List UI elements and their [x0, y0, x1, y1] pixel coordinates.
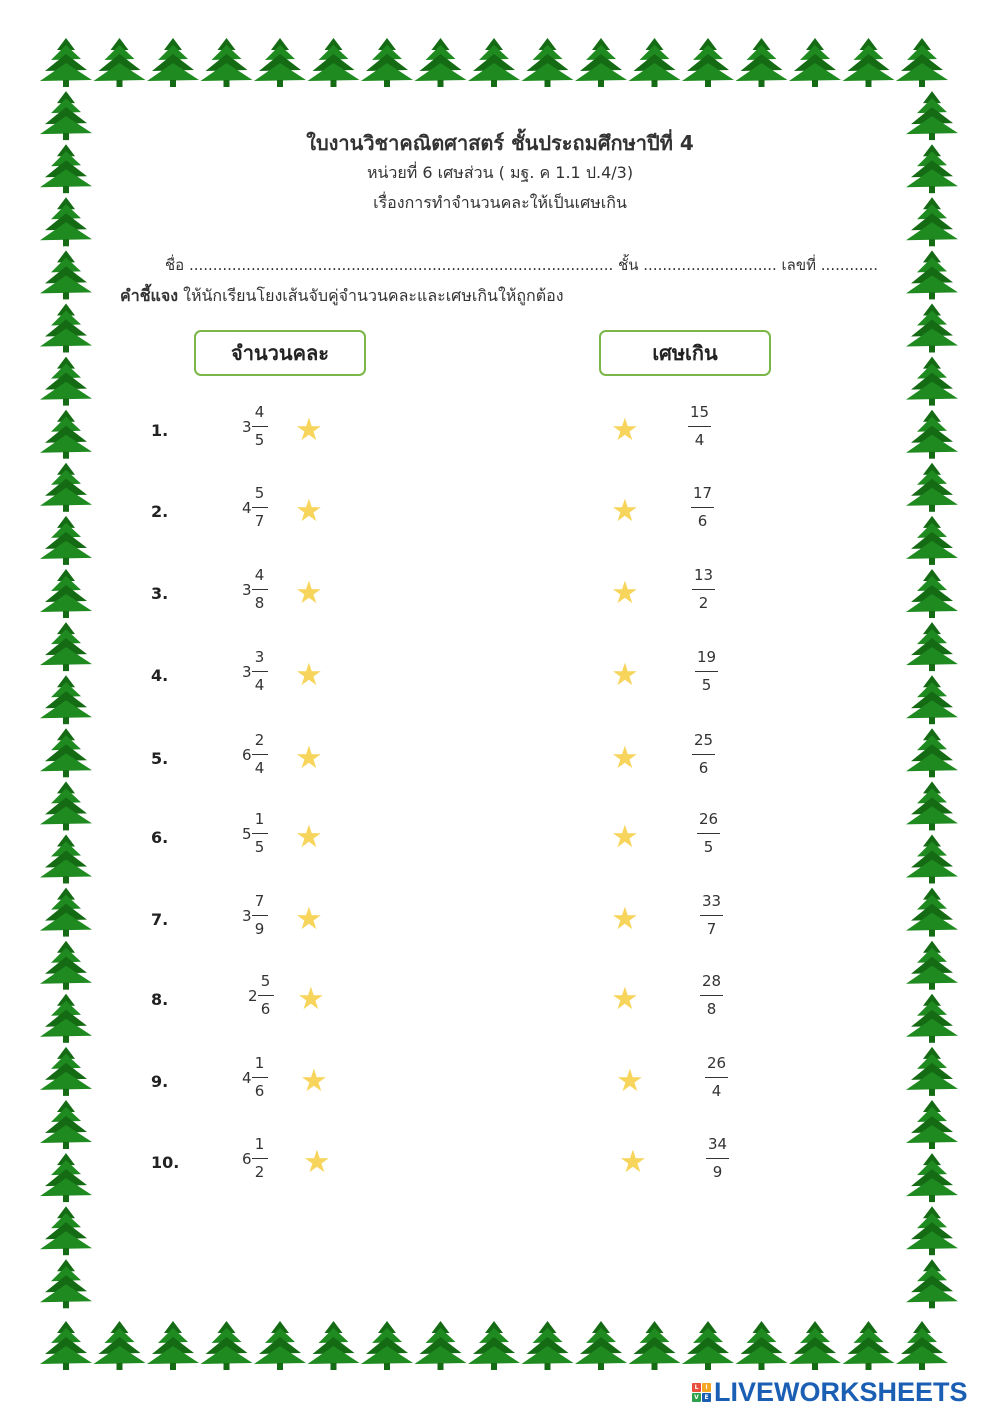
mixed-number [242, 405, 268, 448]
denominator: 5 [254, 838, 265, 856]
denominator: 5 [703, 838, 714, 856]
pine-tree-icon [201, 38, 253, 87]
numerator: 25 [694, 731, 714, 749]
pine-tree-icon [896, 38, 948, 87]
denominator: 6 [260, 1000, 271, 1018]
star-icon[interactable]: ★ [295, 412, 323, 448]
logo-grid-icon: L I V E [692, 1383, 711, 1402]
star-icon[interactable]: ★ [295, 819, 323, 855]
denominator: 7 [706, 920, 717, 938]
fraction-bar [252, 754, 268, 755]
denominator: 7 [254, 512, 265, 530]
denominator: 4 [694, 431, 705, 449]
denominator: 5 [254, 431, 265, 449]
numerator: 3 [254, 648, 265, 666]
improper-fraction [697, 812, 720, 855]
pine-tree-icon [522, 1321, 574, 1370]
pine-tree-icon [906, 1100, 958, 1149]
improper-fraction [688, 405, 711, 448]
pine-tree-icon [361, 38, 413, 87]
numerator: 17 [693, 484, 713, 502]
star-icon[interactable]: ★ [297, 981, 325, 1017]
improper-fraction [700, 894, 723, 937]
mixed-number [242, 1137, 268, 1180]
item-number: 5. [151, 749, 169, 768]
pine-tree-icon [906, 516, 958, 565]
whole-part: 3 [242, 580, 252, 599]
fraction [252, 405, 268, 448]
pine-tree-icon [40, 1259, 92, 1308]
pine-tree-icon [575, 38, 627, 87]
whole-part: 3 [242, 662, 252, 681]
numerator: 19 [697, 648, 717, 666]
pine-tree-icon [906, 410, 958, 459]
star-icon[interactable]: ★ [295, 575, 323, 611]
pine-tree-icon [575, 1321, 627, 1370]
whole-part: 6 [242, 745, 252, 764]
denominator: 9 [254, 920, 265, 938]
fraction [252, 1056, 268, 1099]
fraction-bar [697, 833, 720, 834]
numerator: 5 [260, 972, 271, 990]
denominator: 4 [254, 676, 265, 694]
pine-tree-icon [40, 304, 92, 353]
pine-tree-icon [906, 569, 958, 618]
pine-tree-icon [40, 410, 92, 459]
fraction [252, 568, 268, 611]
pine-tree-icon [906, 1206, 958, 1255]
pine-tree-icon [906, 835, 958, 884]
fraction [252, 733, 268, 776]
pine-tree-icon [40, 38, 92, 87]
fraction-bar [252, 507, 268, 508]
instruction [120, 284, 564, 309]
pine-tree-icon [40, 835, 92, 884]
pine-tree-icon [906, 728, 958, 777]
pine-tree-icon [736, 1321, 788, 1370]
pine-tree-icon [906, 357, 958, 406]
numerator: 2 [254, 731, 265, 749]
denominator: 9 [712, 1163, 723, 1181]
fraction-bar [700, 915, 723, 916]
denominator: 8 [706, 1000, 717, 1018]
pine-tree-icon [40, 250, 92, 299]
star-icon[interactable]: ★ [300, 1063, 328, 1099]
pine-tree-icon [40, 675, 92, 724]
fraction [252, 812, 268, 855]
pine-tree-icon [40, 516, 92, 565]
improper-fraction [695, 650, 718, 693]
numerator: 26 [707, 1054, 727, 1072]
numerator: 4 [254, 403, 265, 421]
denominator: 8 [254, 594, 265, 612]
fraction [252, 486, 268, 529]
pine-tree-icon [629, 38, 681, 87]
pine-tree-icon [789, 1321, 841, 1370]
pine-tree-icon [40, 781, 92, 830]
pine-tree-icon [40, 888, 92, 937]
pine-tree-icon [147, 38, 199, 87]
item-number: 2. [151, 502, 169, 521]
item-number: 10. [151, 1153, 180, 1172]
fraction-bar [692, 589, 715, 590]
fraction [258, 974, 274, 1017]
star-icon[interactable]: ★ [611, 819, 639, 855]
numerator: 15 [690, 403, 710, 421]
star-icon[interactable]: ★ [611, 981, 639, 1017]
fraction-bar [252, 589, 268, 590]
whole-part: 4 [242, 1068, 252, 1087]
pine-tree-icon [40, 1206, 92, 1255]
pine-tree-icon [308, 1321, 360, 1370]
improper-fraction [692, 568, 715, 611]
pine-tree-icon [629, 1321, 681, 1370]
fraction [252, 650, 268, 693]
pine-tree-icon [201, 1321, 253, 1370]
fraction [252, 1137, 268, 1180]
liveworksheets-logo [692, 1377, 968, 1407]
star-icon[interactable]: ★ [295, 901, 323, 937]
improper-fraction [700, 974, 723, 1017]
fraction-bar [688, 426, 711, 427]
item-number: 8. [151, 990, 169, 1009]
fraction-bar [695, 671, 718, 672]
star-icon[interactable]: ★ [611, 493, 639, 529]
whole-part: 2 [248, 986, 258, 1005]
item-number: 9. [151, 1072, 169, 1091]
denominator: 4 [711, 1082, 722, 1100]
worksheet-title: ใบงานวิชาคณิตศาสตร์ ชั้นประถมศึกษาปีที่ 4 [306, 131, 694, 155]
pine-tree-icon [906, 994, 958, 1043]
pine-tree-icon [415, 1321, 467, 1370]
numerator: 34 [708, 1135, 728, 1153]
fraction-bar [252, 1077, 268, 1078]
mixed-number [242, 733, 268, 776]
fraction-bar [252, 426, 268, 427]
fraction-bar [258, 995, 274, 996]
whole-part: 3 [242, 417, 252, 436]
numerator: 26 [699, 810, 719, 828]
star-icon[interactable]: ★ [611, 575, 639, 611]
instruction-label: คำชี้แจง [120, 286, 179, 305]
student-info-line[interactable]: ชื่อ ......................................................................................... ชั้น ............................ เลขที่ ............ [165, 256, 879, 274]
mixed-number [242, 812, 268, 855]
mixed-number-header: จำนวนคละ [194, 330, 366, 376]
pine-tree-icon [361, 1321, 413, 1370]
numerator: 28 [702, 972, 722, 990]
pine-tree-icon [736, 38, 788, 87]
item-number: 1. [151, 421, 169, 440]
improper-fraction [705, 1056, 728, 1099]
pine-tree-icon [40, 994, 92, 1043]
pine-tree-icon [906, 1259, 958, 1308]
denominator: 2 [254, 1163, 265, 1181]
improper-fraction-header: เศษเกิน [599, 330, 771, 376]
instruction-text: ให้นักเรียนโยงเส้นจับคู่จำนวนคละและเศษเกินให้ถูกต้อง [178, 286, 564, 305]
denominator: 2 [698, 594, 709, 612]
star-icon[interactable]: ★ [611, 740, 639, 776]
pine-tree-icon [147, 1321, 199, 1370]
star-icon[interactable]: ★ [303, 1144, 331, 1180]
mixed-number [248, 974, 274, 1017]
improper-fraction [691, 486, 714, 529]
fraction [252, 894, 268, 937]
fraction-bar [252, 833, 268, 834]
pine-tree-icon [40, 1153, 92, 1202]
numerator: 1 [254, 1054, 265, 1072]
pine-tree-icon [906, 622, 958, 671]
mixed-number [242, 650, 268, 693]
item-number: 6. [151, 828, 169, 847]
pine-tree-icon [94, 38, 146, 87]
pine-tree-icon [906, 781, 958, 830]
worksheet-topic: เรื่องการทำจำนวนคละให้เป็นเศษเกิน [373, 193, 627, 212]
star-icon[interactable]: ★ [295, 740, 323, 776]
pine-tree-icon [40, 569, 92, 618]
fraction-bar [692, 754, 715, 755]
numerator: 4 [254, 566, 265, 584]
item-number: 4. [151, 666, 169, 685]
pine-tree-icon [682, 1321, 734, 1370]
star-icon[interactable]: ★ [611, 412, 639, 448]
star-icon[interactable]: ★ [616, 1063, 644, 1099]
pine-tree-icon [468, 38, 520, 87]
pine-tree-icon [843, 1321, 895, 1370]
fraction-bar [252, 1158, 268, 1159]
mixed-number [242, 486, 268, 529]
pine-tree-icon [906, 941, 958, 990]
pine-tree-icon [906, 250, 958, 299]
denominator: 6 [254, 1082, 265, 1100]
pine-tree-icon [40, 463, 92, 512]
star-icon[interactable]: ★ [295, 657, 323, 693]
fraction-bar [252, 915, 268, 916]
pine-tree-icon [40, 728, 92, 777]
whole-part: 6 [242, 1149, 252, 1168]
fraction-bar [252, 671, 268, 672]
pine-tree-icon [906, 1153, 958, 1202]
whole-part: 5 [242, 824, 252, 843]
pine-tree-icon [40, 622, 92, 671]
denominator: 4 [254, 759, 265, 777]
pine-tree-icon [906, 463, 958, 512]
star-icon[interactable]: ★ [295, 493, 323, 529]
pine-tree-icon [906, 1047, 958, 1096]
pine-tree-icon [40, 1047, 92, 1096]
numerator: 1 [254, 810, 265, 828]
fraction-bar [706, 1158, 729, 1159]
pine-tree-icon [906, 888, 958, 937]
numerator: 33 [702, 892, 722, 910]
pine-tree-icon [40, 357, 92, 406]
pine-tree-icon [789, 38, 841, 87]
pine-tree-icon [682, 38, 734, 87]
pine-tree-icon [468, 1321, 520, 1370]
fraction-bar [700, 995, 723, 996]
worksheet-unit: หน่วยที่ 6 เศษส่วน ( มฐ. ค 1.1 ป.4/3) [366, 163, 634, 182]
improper-fraction [692, 733, 715, 776]
whole-part: 3 [242, 906, 252, 925]
item-number: 7. [151, 910, 169, 929]
fraction-bar [691, 507, 714, 508]
numerator: 13 [694, 566, 714, 584]
pine-tree-icon [254, 1321, 306, 1370]
mixed-number [242, 1056, 268, 1099]
pine-tree-icon [522, 38, 574, 87]
pine-tree-icon [40, 1100, 92, 1149]
fraction-bar [705, 1077, 728, 1078]
numerator: 5 [254, 484, 265, 502]
whole-part: 4 [242, 498, 252, 517]
star-icon[interactable]: ★ [611, 657, 639, 693]
mixed-number [242, 894, 268, 937]
item-number: 3. [151, 584, 169, 603]
improper-fraction [706, 1137, 729, 1180]
pine-tree-icon [896, 1321, 948, 1370]
pine-tree-icon [40, 941, 92, 990]
pine-tree-icon [906, 304, 958, 353]
logo-text: LIVEWORKSHEETS [714, 1376, 968, 1407]
denominator: 5 [701, 676, 712, 694]
numerator: 1 [254, 1135, 265, 1153]
star-icon[interactable]: ★ [619, 1144, 647, 1180]
pine-tree-icon [843, 38, 895, 87]
star-icon[interactable]: ★ [611, 901, 639, 937]
numerator: 7 [254, 892, 265, 910]
pine-tree-icon [906, 675, 958, 724]
pine-tree-icon [254, 38, 306, 87]
pine-tree-icon [40, 1321, 92, 1370]
denominator: 6 [698, 759, 709, 777]
denominator: 6 [697, 512, 708, 530]
pine-tree-icon [308, 38, 360, 87]
pine-tree-icon [415, 38, 467, 87]
mixed-number [242, 568, 268, 611]
pine-tree-icon [94, 1321, 146, 1370]
